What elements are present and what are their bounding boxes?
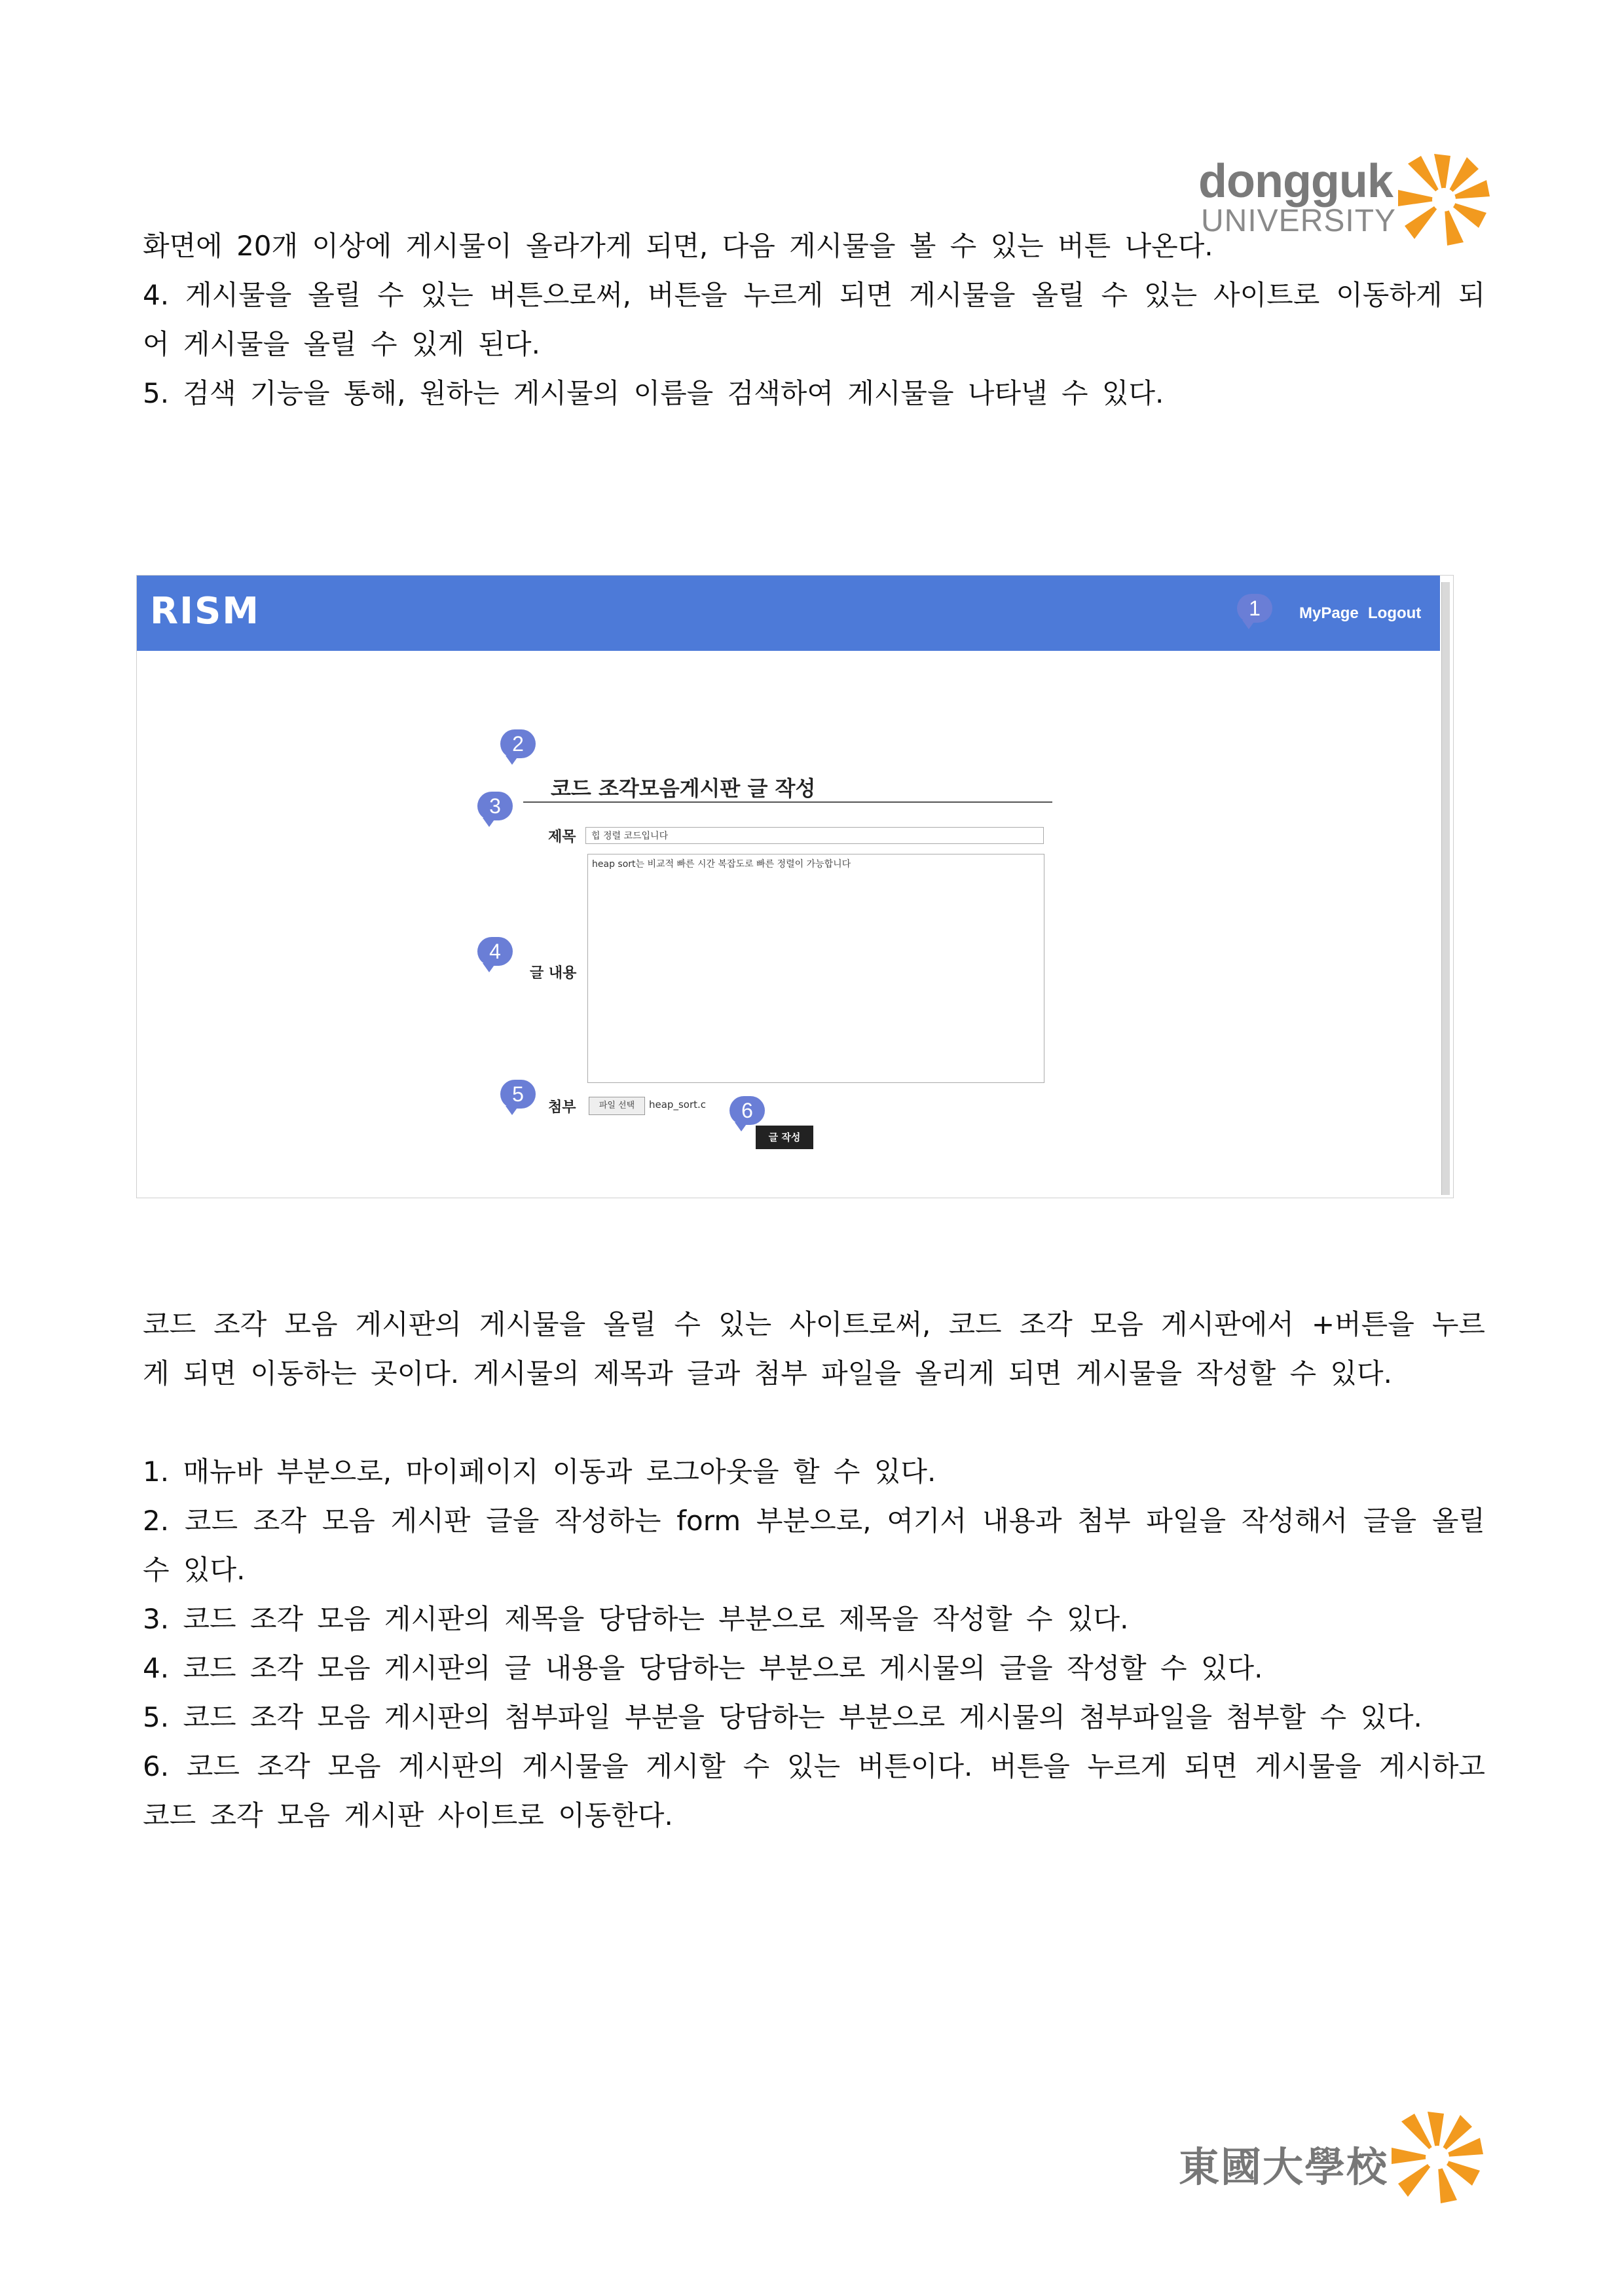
marker-5: 5 [500,1080,536,1109]
logout-link[interactable]: Logout [1368,604,1422,622]
list-line-6: 5. 코드 조각 모음 게시판의 첨부파일 부분을 당담하는 부분으로 게시물의 첨부파일을 첨부할 수 있다. [143,1701,1422,1733]
marker-1: 1 [1237,594,1272,623]
file-choose-button[interactable]: 파일 선택 [589,1097,645,1115]
footer-logo [1179,2108,1486,2207]
intro-line-3: 어 게시물을 올릴 수 있게 된다. [143,328,540,360]
logo-subtitle: UNIVERSITY [1201,204,1397,238]
list-line-5: 4. 코드 조각 모음 게시판의 글 내용을 당담하는 부분으로 게시물의 글을 작성할 수 있다. [143,1652,1263,1684]
logo-wordmark: dongguk [1198,155,1393,208]
submit-post-button[interactable]: 글 작성 [756,1126,813,1149]
marker-6: 6 [729,1096,765,1125]
footer-logo-text: 東國大學校 [1179,2143,1389,2191]
form-screenshot [136,575,1454,1198]
intro-line-4: 5. 검색 기능을 통해, 원하는 게시물의 이름을 검색하여 게시물을 나타낼 수 있다. [143,377,1164,409]
file-name: heap_sort.c [649,1099,707,1111]
intro-line-2: 4. 게시물을 올릴 수 있는 버튼으로써, 버튼을 누르게 되면 게시물을 올릴 수 있는 사이트로 이동하게 되 [143,279,1485,311]
list-line-1: 1. 매뉴바 부분으로, 마이페이지 이동과 로그아웃을 할 수 있다. [143,1456,936,1488]
marker-4: 4 [477,937,513,966]
title-label: 제목 [548,829,576,845]
content-label: 글 내용 [530,965,577,982]
list-line-2: 2. 코드 조각 모음 게시판 글을 작성하는 form 부분으로, 여기서 내용과 첨부 파일을 작성해서 글을 올릴 [143,1505,1485,1537]
list-line-4: 3. 코드 조각 모음 게시판의 제목을 당담하는 부분으로 제목을 작성할 수 있다. [143,1603,1129,1635]
list-line-7: 6. 코드 조각 모음 게시판의 게시물을 게시할 수 있는 버튼이다. 버튼을 누르게 되면 게시물을 게시하고 [143,1750,1485,1782]
scrollbar[interactable] [1441,582,1450,1195]
list-line-3: 수 있다. [143,1554,246,1586]
marker-2: 2 [500,729,536,758]
content-textarea[interactable]: heap sort는 비교적 빠른 시간 복잡도로 빠른 정렬이 가능합니다 [587,854,1044,1083]
form-divider [523,801,1052,803]
desc-line-1: 코드 조각 모음 게시판의 게시물을 올릴 수 있는 사이트로써, 코드 조각 모음 게시판에서 +버튼을 누르 [143,1308,1485,1340]
list-line-8: 코드 조각 모음 게시판 사이트로 이동한다. [143,1799,673,1831]
desc-line-2: 게 되면 이동하는 곳이다. 게시물의 제목과 글과 첨부 파일을 올리게 되면 게시물을 작성할 수 있다. [143,1357,1392,1389]
brand-logo: RISM [150,590,261,633]
form-title: 코드 조각모음게시판 글 작성 [551,776,816,801]
title-input[interactable]: 힙 정렬 코드입니다 [585,827,1044,844]
attach-label: 첨부 [548,1099,576,1116]
intro-line-1: 화면에 20개 이상에 게시물이 올라가게 되면, 다음 게시물을 볼 수 있는 버튼 나온다. [143,230,1213,262]
mypage-link[interactable]: MyPage [1299,604,1359,622]
sunburst-logo-icon [1388,2108,1486,2207]
marker-3: 3 [477,792,513,820]
